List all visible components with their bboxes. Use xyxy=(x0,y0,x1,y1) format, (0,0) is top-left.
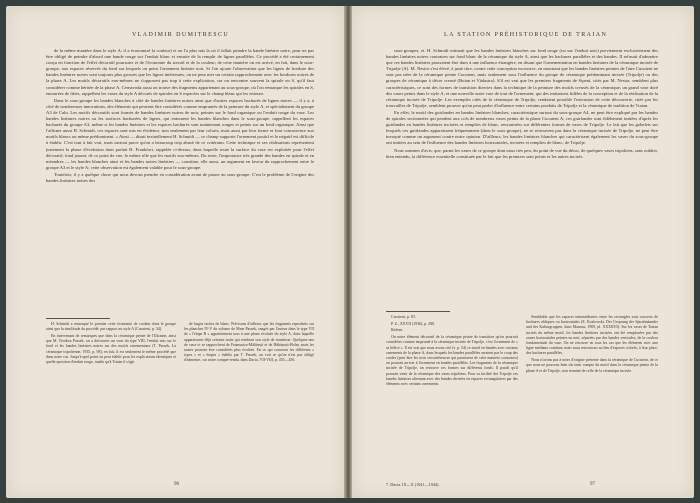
footnote: Ibidem. xyxy=(391,328,403,333)
footnote-column xyxy=(386,315,518,473)
running-head-right: LA STATION PRÉHISTORIQUE DE TRAIAN xyxy=(444,32,608,38)
page-number-left: 96 xyxy=(174,482,179,487)
footnote: Cucuteni, p. 83. xyxy=(391,315,416,319)
paragraph: En effet, le motif des guirlandes en bandes linéaires blanches, caractéristique surtout du sous-groupe A4, ne peut être expliqué par les bandes de spirales sectionnées qui pendent aux cols de nombreux vases peints de la phase Cucuteni A; ces guirlandes sont fidèlement imitées d'après les guirlandes en bandes linéaires incisées et remplies de blanc, rencontrées sur différentes formes de vases de Tripolje. Le fait que les gobelets sur lesquels ces guirlandes apparaissent fréquemment (dans le sous-groupe), ne se retrouvent pas dans la céramique incisée de Tripolje, ne peut être invoqué comme un argument contre notre opinion. D'ailleurs, les bandes linéaires blanches qui caractérisent également les vases du sous-groupe ont imitées au sein de l'influence des bandes linéaires horizontales, incisées et remplies de blanc, de Tripolje. xyxy=(386,109,658,146)
paragraph: Dans le sous-groupe les bandes blanches à côté de bandes linéaires noires ainsi que d'autres espaces hachurés de lignes noires — il y a, à côté de nombreuses innovations, des éléments qui peuvent être considérés comme empruntés de la peinture du style A, et spécialement du groupe A3 de Calu. Les motifs décoratifs sont formés de bandes linéaires noires de noir, peintes sur le fond organique ou l'enduit rouge du vase. Les bandes linéaires noires ou les surfaces hachurées de lignes, qui entourent les bandes blanches dans le sous-groupe, rappellent les espaces hachurés du groupe A3, même si les bandes linéaires et les espaces hachurés sont maintenant rouges et peints sur un fond organique. Ainsi que l'affirme aussi H. Schmidt, ces espaces sont mis en évidence, non seulement par leur coloris, mais aussi par leur forme et font concurrence aux motifs blancs ou même prédominent. « Ainsi — disait textuellement H. Schmidt — ce champ supporte l'ornement positif et le négatif est difficile à établir. C'est tout à fait vrai, mais surtout parce qu'on a beaucoup trop abusé de ce critérium. Cette technique et ses réalisations représentent justement la phase d'évolution dont parlait H. Frankfort, rappelée ci-dessus, dans laquelle toute la surface du vase est exploitée pour l'effet décoratif; fond jouant, de ce point de vue, le même rôle que les motifs eux-mêmes. Du reste, l'importance très grande des bandes en spirale et en méandres — les bandes blanches ainsi et les bandes noires linéaires — constitue, elle aussi, un argument en faveur du rapprochement entre le groupe A3 et le style A; cette observation est également valable pour le sous-groupe. xyxy=(46,97,314,170)
paragraph: de la même manière dans le style A; il a économisé la couleur) et on l'a plus mis la où il fallait peindre la bande linéaire noire, pour ne pas être obligé de peindre d'abord une bande rouge sur l'enduit blanc et ensuite de la remplir de lignes parallèles. Ce procédé a été certainement conçu en fonction de l'effet décoratif poursuivi et de l'économie du travail et de la couleur; de cette manière on est arrivé, en fait, dans le sous-groupe, aux espaces réservés du fond sur lesquels on peint l'ornement linéaire noir. Si l'on ajoute l'observation que les lignes de bordure des bandes linéaires noires sont toujours plus grosses que les lignes intérieures, on ne peut nier un certain rapprochement avec les bordures noires de la phase A. Les motifs décoratifs eux-mêmes ne s'opposent pas trop à cette explication, car on rencontre souvent la spirale en S, qu'il faut considérer comme héritée de la phase A. Cernavoda aussi on trouve des fragments appartenant au sous-groupe, où l'on remarque les spirales en S, entourées de filets, rappellent les vases du style A décorés de spirales en S espacées sur le champ blanc qui les entoure. xyxy=(46,48,314,96)
running-head-left: VLADIMIR DUMITRESCU xyxy=(132,32,230,38)
left-footnotes xyxy=(46,322,314,472)
footnote: On notre élément décoratif de la céramique peinte de transition qu'on pourrait considérer comme emprunté à la céramique incisée de Tripolje, c'est l'ornement de « sa hélice ». Il est vrai que nous avons cité (v. p. 54) ce motif en bandes avec certains ornements de la phase A, dans lesquels les bandes parallèles seraient par le coup des cordes (peut être les trois circonférences qui paraissent de cette manière contraires) on pourrait arriver à l'ornement en bandes parallèles. Les fragments de la céramique incisée de Tripolje, on retrouve ces formes sur différents fonds. Il paraît qu'il pourrait venir de la céramique des vases tripoliens. Pour sa facilité des Tripolje ces bandes linéaires alternant avec des bandes divisées en espaces rectangulaires par des éléments avec certains ornements. xyxy=(386,335,518,386)
paragraph: sous-groupes, et. H. Schmidt estimait que les bandes linéaires blanches sur fond rouge (ou sur l'enduit noir) proviennent exclusivement des bandes linéaires noires contraires sur fond blanc de la céramique du style A, ainsi que les hachures parallèles et des bandes. Il refusait d'admettre que ces bandes linéaires pourraient être dues à une influence étrangère, en disant que l'ornementation en bandes linéaires de la céramique incisée de Tripolje (A). M. Nestor s'est élevé, à juste titre, contre cette conception excessive, en montrant que les bandes linéaires peintes de l'aire Cucuteni ne sont pas nées de la céramique peinte Cucuteni, mais seulement sous l'influence du groupe de céramique prédominant incisée (Tripolje) ou des groupes de céramique à décor creusé (Boian et Vădastra). S'il est vrai que les premiers fragments de Sipeni, cités par M. Nestor, semblent plus caractéristiques, ce sont des formes de transition directes dans la technique de la peinture des motifs creusés de la céramique, un grand vase doré des vases peints dans le style A, et une nouvelle autre voie de tout de l'ornement, qui des imitations fidèles de la conception et de la réalisation de la céramique incisée de Tripolje. Les exemples cités de la céramique de Tripolje, rendaient possible l'extension de cette découverte, citée par les trouvailles de Tripolje, semblent prouver qu'on peut parler d'influence entre certains produits de Tripolje et la céramique de tradition de Traian. xyxy=(386,48,658,108)
footnote-column xyxy=(526,315,658,473)
footnote-rule xyxy=(386,311,450,312)
footnote-rule xyxy=(46,318,110,319)
footnote-column xyxy=(184,322,314,472)
print-signature-note: 7. Dacia. IX—X (1941—1944). xyxy=(386,482,440,487)
footnote: Nous n'avons pas à noter d'origine présente dans la céramique de Cucuteni, de ce que nous ne pouvons bien sûr tenir compte du motif dans la céramique peinte de la phase A et de Tripolje, non terminé de celle de la céramique incisée. xyxy=(526,358,658,373)
right-body-text xyxy=(386,48,658,306)
right-footnotes xyxy=(386,315,658,473)
footnote: H. Schmidt a remarqué le premier cette économie de couleur dans le groupe ainsi que la similitude du procédé, par rapport au style A (Cucuteni, p. 34). xyxy=(46,322,176,332)
page-number-right: 97 xyxy=(590,482,595,487)
book-gutter xyxy=(344,6,352,498)
footnote: Semblable que les espaces intermédiaires entre les rectangles sont couverts de hachures obliques ou horizontales (E. Kozlowski, Der Ursprung der Spiralmäander und der Kulturgruppen, dans Mannus, 1909, pl. XXXIII/5). Sur les vases de Traian incisés du même motif, les bandes linéaires incisées ont été remplacées par des zones horizontales peintes en noir, séparées par des bandes verticales, de la couleur fondamentale du vase. On ne retrouve en tous les cas que les éléments avec une ligne médiane continue, mais nous retrouvons au lieu d'espaces colorés, à leur place, des hachures parallèles. xyxy=(526,315,658,356)
footnote-column xyxy=(46,322,176,472)
right-page xyxy=(352,6,694,498)
left-body-text xyxy=(46,48,314,312)
footnote: En intervenant de remarques que dans la céramique peinte de l'Ukraine, ainsi que M. Teodora Passek, on a découvert un vase du type VIII, l'enduit mis sur le fond et les bandes linéaires noires sur des motifs ornementaux (T. Passek, La céramique tripolienne, 1935, p. 98); en fait, il est seulement le même procédé que dans notre cas. Jusqu'à quel point on peut établir pour les explications identiques et quelle question d'enduit rouge, tandis qu'à Traian il s'agit xyxy=(46,333,176,364)
footnote: P. Z., XXVII (1936), p. 288. xyxy=(391,321,435,326)
paragraph: Nous sommes d'avis, que, parmi les vases de ce groupe dont nous très peu, du point de vue du décor, de quelques vases tripoliens, sans oublier, bien entendu, la différence essentielle constituée par le fait que les premiers sont peints et les autres incisés. xyxy=(386,147,658,159)
paragraph: Toutefois, il y a quelque chose qui nous devons prendre en considération avant de passer au sous-groupe. C'est le problème de l'origine des bandes linéaires noires des xyxy=(46,171,314,183)
footnote: de larges taches de blanc. Précisons d'ailleurs que les fragments reproduits sur les planches IV-V du volume de Mme Passek, rangés par l'auteur dans le type VII de « l'étape B » appartiennent tous à une phase évoluée du style A, dans laquelle apparaissent déjà certains traits qui rendront son style de transition. Quelques-uns de ceux-ci se rapprochent de Frumusica-Mălăiești et de Hăbășești-Holm, mais les autres peuvent être considérés plus évolués. En ce qui concerne les différents « types » et « étapes » établis par T. Passek, on voit ce qu'on n'est pas obligé d'admettre, car notre compte-rendu, dans Dacia, VII-VIII, p. 455—456. xyxy=(184,322,314,363)
left-page xyxy=(6,6,344,498)
